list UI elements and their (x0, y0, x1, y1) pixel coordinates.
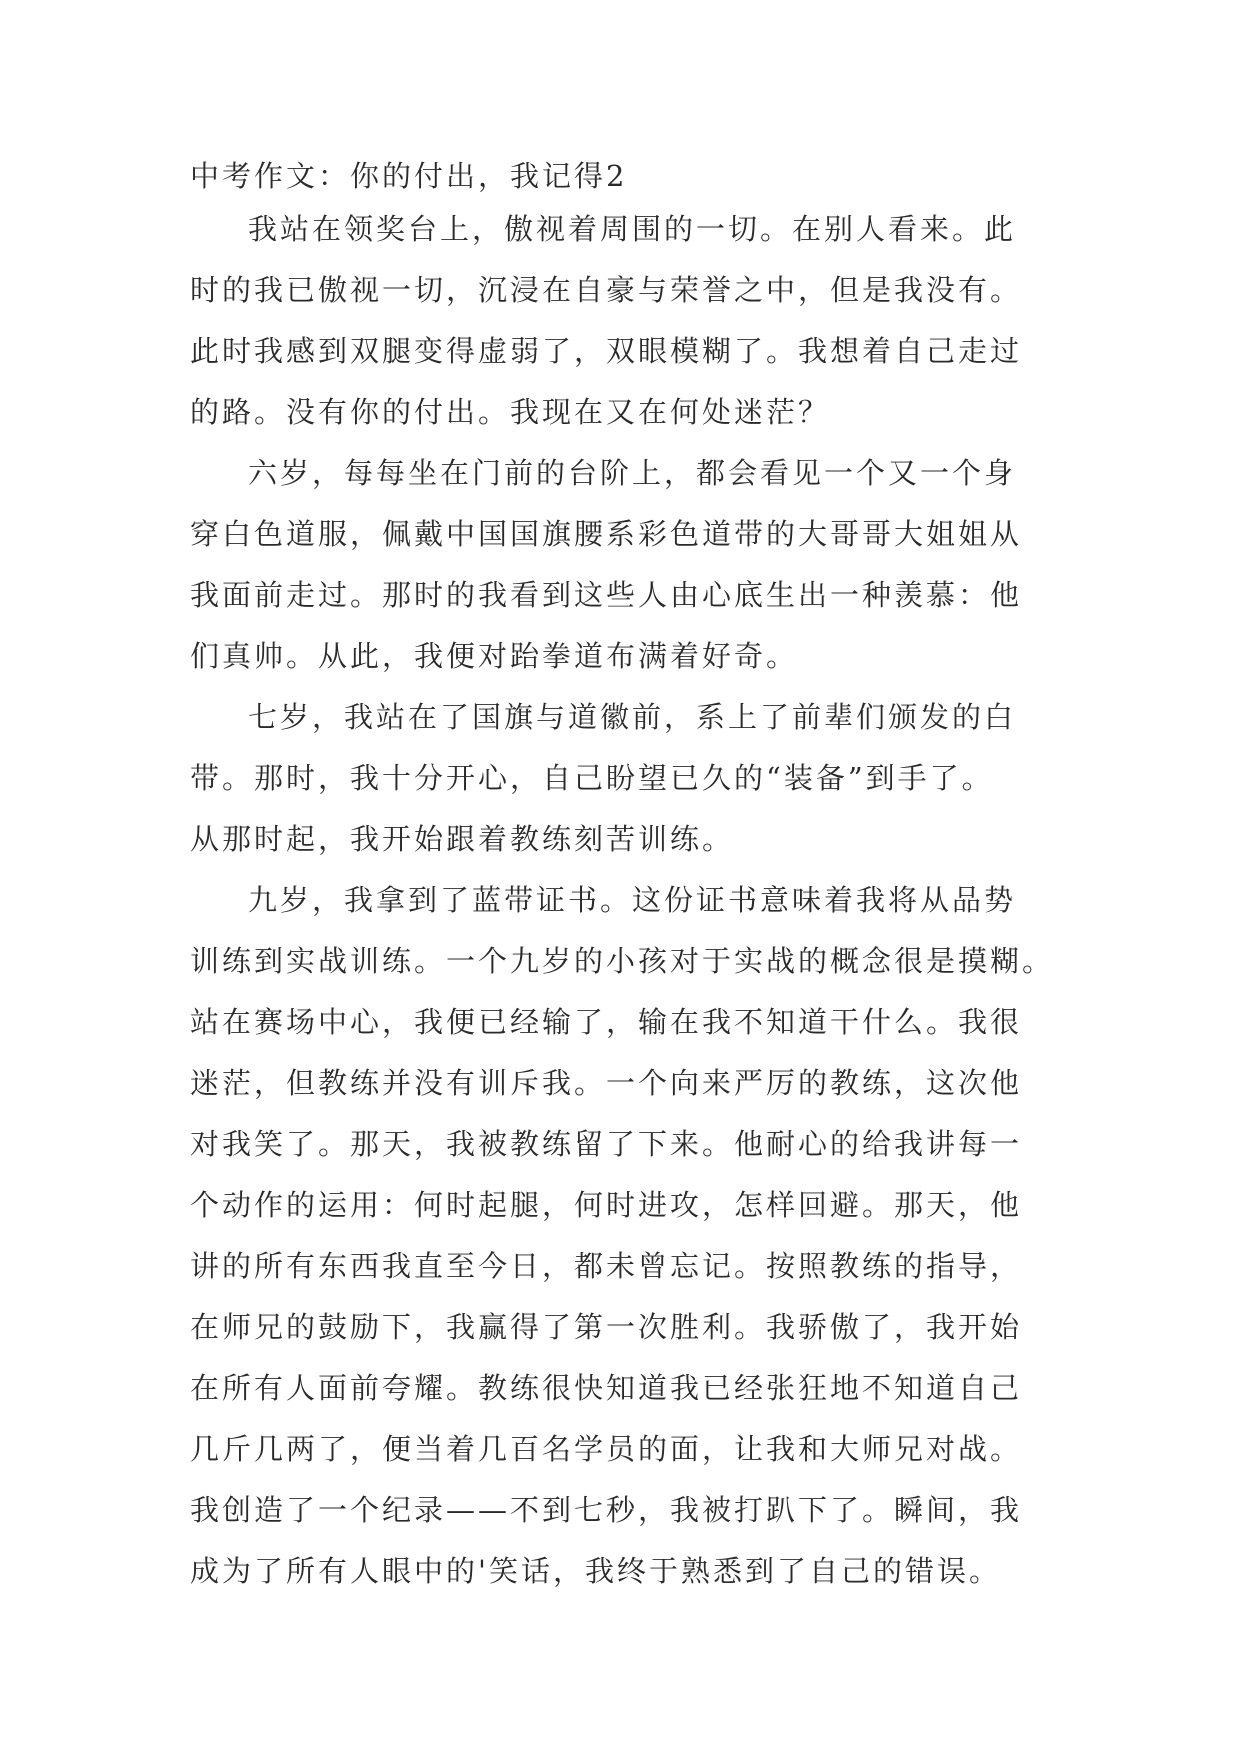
text-line: 从那时起，我开始跟着教练刻苦训练。 (190, 822, 735, 856)
essay-body (190, 160, 1060, 1602)
text-line: 们真帅。从此，我便对跆拳道布满着好奇。 (190, 639, 799, 673)
paragraph-2 (190, 443, 1060, 687)
text-line: 时的我已傲视一切，沉浸在自豪与荣誉之中，但是我没有。 (190, 273, 1023, 307)
text-line: 带。那时，我十分开心，自己盼望已久的“装备”到手了。 (190, 761, 994, 795)
text-line: 的路。没有你的付出。我现在又在何处迷茫？ (190, 395, 831, 429)
text-line: 此时我感到双腿变得虚弱了，双眼模糊了。我想着自己走过 (190, 334, 1023, 368)
essay-title: 中考作文：你的付出，我记得2 (190, 159, 628, 193)
text-line: 穿白色道服，佩戴中国国旗腰系彩色道带的大哥哥大姐姐从 (190, 517, 1023, 551)
text-line: 迷茫，但教练并没有训斥我。一个向来严厉的教练，这次他 (190, 1066, 1023, 1100)
text-line: 在师兄的鼓励下，我赢得了第一次胜利。我骄傲了，我开始 (190, 1310, 1023, 1344)
text-line: 在所有人面前夸耀。教练很快知道我已经张狂地不知道自己 (190, 1371, 1023, 1405)
text-line: 我面前走过。那时的我看到这些人由心底生出一种羡慕：他 (190, 578, 1023, 612)
paragraph-4 (190, 870, 1060, 1602)
paragraph-3 (190, 687, 1060, 870)
text-line: 几斤几两了，便当着几百名学员的面，让我和大师兄对战。 (190, 1432, 1023, 1466)
text-line: 个动作的运用：何时起腿，何时进攻，怎样回避。那天，他 (190, 1188, 1023, 1222)
paragraph-1 (190, 199, 1060, 443)
text-line: 训练到实战训练。一个九岁的小孩对于实战的概念很是摸糊。 (190, 944, 1055, 978)
text-line: 成为了所有人眼中的'笑话，我终于熟悉到了自己的错误。 (190, 1554, 1001, 1588)
text-line: 六岁，每每坐在门前的台阶上，都会看见一个又一个身 (248, 456, 1017, 490)
text-line: 我创造了一个纪录——不到七秒，我被打趴下了。瞬间，我 (190, 1493, 1023, 1527)
text-line: 站在赛场中心，我便已经输了，输在我不知道干什么。我很 (190, 1005, 1023, 1039)
text-line: 对我笑了。那天，我被教练留了下来。他耐心的给我讲每一 (190, 1127, 1023, 1161)
text-line: 我站在领奖台上，傲视着周围的一切。在别人看来。此 (248, 212, 1017, 246)
text-line: 七岁，我站在了国旗与道徽前，系上了前辈们颁发的白 (248, 700, 1017, 734)
text-line: 讲的所有东西我直至今日，都未曾忘记。按照教练的指导， (190, 1249, 1023, 1283)
text-line: 九岁，我拿到了蓝带证书。这份证书意味着我将从品势 (248, 883, 1017, 917)
